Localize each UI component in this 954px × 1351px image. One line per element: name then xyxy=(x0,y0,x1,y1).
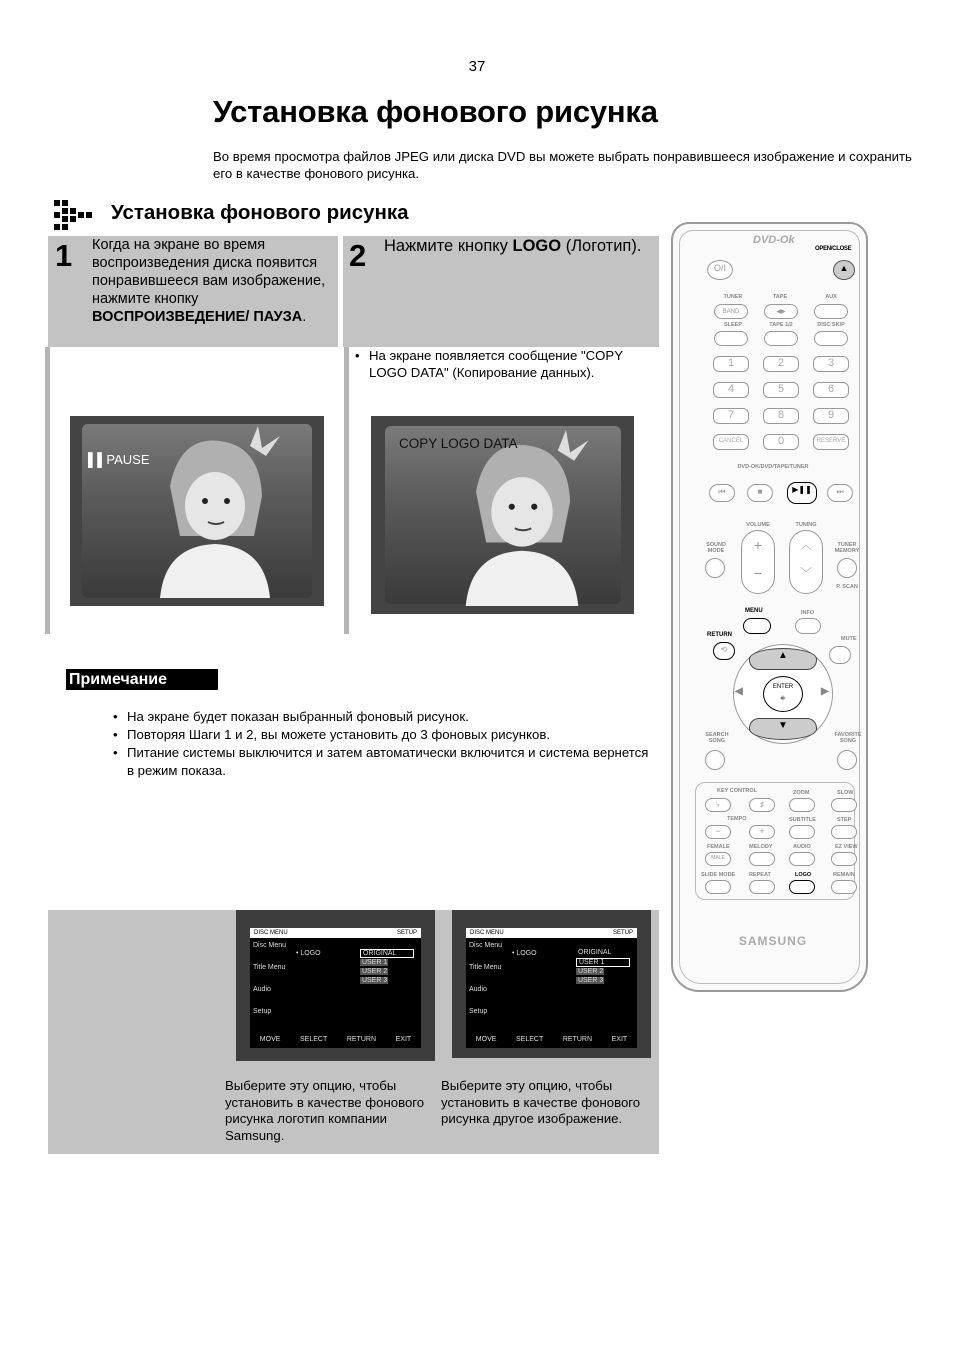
tuner-memory-label: TUNER MEMORY xyxy=(834,542,860,554)
favorite-song-label: FAVORITE SONG xyxy=(834,732,862,744)
stop-button[interactable]: ■ xyxy=(747,484,773,502)
num-3-button[interactable]: 3 xyxy=(813,356,849,372)
section-arrows-icon xyxy=(52,198,94,232)
mute-label: MUTE xyxy=(841,636,857,642)
tuner-memory-button[interactable] xyxy=(837,558,857,578)
step1-divider xyxy=(45,347,50,634)
step2-divider xyxy=(344,347,349,634)
remain-button[interactable] xyxy=(831,880,857,894)
num-9-button[interactable]: 9 xyxy=(813,408,849,424)
footer-move: MOVE xyxy=(259,1036,281,1043)
ez-view-label: EZ VIEW xyxy=(835,844,858,850)
menu-side-disc[interactable]: Disc Menu xyxy=(469,942,503,949)
enter-button[interactable]: ENTER ⎆ xyxy=(763,676,803,712)
setup-menu-original xyxy=(236,910,435,1061)
num-7-button[interactable]: 7 xyxy=(713,408,749,424)
search-song-label: SEARCH SONG xyxy=(705,732,729,744)
return-label: RETURN xyxy=(707,632,732,638)
tuning-rocker[interactable]: ︿ ﹀ xyxy=(789,530,823,594)
audio-label: AUDIO xyxy=(793,844,811,850)
tempo-minus-button[interactable]: − xyxy=(705,825,731,839)
audio-button[interactable] xyxy=(789,852,815,866)
note-item: • Повторяя Шаги 1 и 2, вы можете установить до 3 фоновых рисунков. xyxy=(110,726,650,744)
menu-option-user2[interactable]: USER 2 xyxy=(578,968,604,975)
play-pause-button[interactable]: ▶❚❚ xyxy=(787,482,817,504)
step2-bullet-text: На экране появляется сообщение "COPY LOGO DATA" (Копирование данных). xyxy=(369,348,623,380)
menu-header-right: SETUP xyxy=(396,930,417,936)
key-sharp-button[interactable]: ♯ xyxy=(749,798,775,812)
open-close-label: OPEN/CLOSE xyxy=(815,246,852,252)
setup-menu-user xyxy=(452,910,651,1058)
sound-mode-label: SOUND MODE xyxy=(706,542,726,554)
tuner-label: TUNER xyxy=(723,294,743,300)
step1-number: 1 xyxy=(55,238,73,273)
step2-text-plain: Нажмите кнопку xyxy=(384,237,513,255)
page-number: 37 xyxy=(468,58,486,75)
num-5-button[interactable]: 5 xyxy=(763,382,799,398)
cancel-button[interactable]: CANCEL xyxy=(713,434,749,450)
info-button[interactable] xyxy=(795,618,821,634)
pause-osd-text: PAUSE xyxy=(106,452,150,467)
prev-button[interactable]: ⏮ xyxy=(709,484,735,502)
sleep-label: SLEEP xyxy=(723,322,743,328)
pause-icon: ▌▌ xyxy=(88,452,107,467)
menu-side-disc[interactable]: Disc Menu xyxy=(253,942,287,949)
repeat-label: REPEAT xyxy=(749,872,771,878)
melody-label: MELODY xyxy=(749,844,773,850)
tape-button[interactable]: ◀▶ xyxy=(764,304,798,319)
band-button[interactable]: BAND xyxy=(714,304,748,319)
num-0-button[interactable]: 0 xyxy=(763,434,799,450)
step2-bullet xyxy=(355,348,625,381)
logo-label: LOGO xyxy=(795,872,812,878)
play-pause-button-label: ВОСПРОИЗВЕДЕНИЕ/ ПАУЗА xyxy=(92,309,303,325)
tape-label: TAPE xyxy=(772,294,788,300)
menu-option-user3[interactable]: USER 3 xyxy=(362,977,388,984)
menu-header-right: SETUP xyxy=(612,930,633,936)
step1-text xyxy=(92,236,337,326)
repeat-button[interactable] xyxy=(749,880,775,894)
menu-option-user1[interactable]: USER 1 xyxy=(576,958,630,967)
step-label: STEP xyxy=(837,817,852,823)
note-item: • На экране будет показан выбранный фоновый рисунок. xyxy=(110,708,650,726)
bullet-dot: • xyxy=(355,348,360,363)
caption-original: Выберите эту опцию, чтобы установить в качестве фонового рисунка логотип компании Samsung. xyxy=(225,1078,425,1143)
footer-select: SELECT xyxy=(516,1036,544,1043)
num-4-button[interactable]: 4 xyxy=(713,382,749,398)
aux-button[interactable] xyxy=(814,304,848,319)
power-button[interactable]: O/I xyxy=(707,260,733,280)
sound-mode-button[interactable] xyxy=(705,558,725,578)
menu-header-left: DISC MENU xyxy=(470,930,504,936)
slow-button[interactable] xyxy=(831,798,857,812)
logo-button-label: LOGO xyxy=(512,237,562,255)
footer-return: RETURN xyxy=(562,1036,593,1043)
nav-left-button[interactable]: ◀ xyxy=(735,686,743,697)
step1-screenshot xyxy=(70,416,324,606)
return-button[interactable]: ⟲ xyxy=(713,642,735,660)
step2-number: 2 xyxy=(349,238,367,273)
menu-option-user2[interactable]: USER 2 xyxy=(362,968,388,975)
num-2-button[interactable]: 2 xyxy=(763,356,799,372)
nav-up-button[interactable]: ▲ xyxy=(749,648,817,670)
tempo-label: TEMPO xyxy=(727,816,747,822)
child-photo-icon xyxy=(455,430,589,606)
menu-sidebar xyxy=(253,942,293,1030)
menu-option-original[interactable]: ORIGINAL xyxy=(578,949,612,956)
male-button[interactable]: MALE xyxy=(705,852,731,866)
num-8-button[interactable]: 8 xyxy=(763,408,799,424)
search-song-button[interactable] xyxy=(705,750,725,770)
logo-button[interactable] xyxy=(789,880,815,894)
samsung-logo: SAMSUNG xyxy=(738,934,808,948)
slide-mode-button[interactable] xyxy=(705,880,731,894)
footer-exit: EXIT xyxy=(395,1036,412,1043)
menu-option-user3[interactable]: USER 3 xyxy=(578,977,604,984)
nav-right-button[interactable]: ▶ xyxy=(821,686,829,697)
disc-skip-label: DISC SKIP xyxy=(817,322,845,328)
ez-view-button[interactable] xyxy=(831,852,857,866)
slow-label: SLOW xyxy=(837,790,854,796)
tape12-label: TAPE 1/2 xyxy=(769,322,793,328)
footer-move: MOVE xyxy=(475,1036,497,1043)
menu-sidebar xyxy=(469,942,509,1030)
zoom-label: ZOOM xyxy=(793,790,810,796)
menu-footer xyxy=(250,1036,421,1043)
footer-exit: EXIT xyxy=(611,1036,628,1043)
aux-label: AUX xyxy=(825,294,837,300)
note-list xyxy=(110,708,650,780)
menu-option-original[interactable]: ORIGINAL xyxy=(360,949,414,958)
step2-text-end: (Логотип). xyxy=(561,237,642,255)
favorite-song-button[interactable] xyxy=(837,750,857,770)
nav-down-button[interactable]: ▼ xyxy=(749,718,817,740)
menu-option-user1[interactable]: USER 1 xyxy=(362,959,388,966)
menu-side-title[interactable]: Title Menu xyxy=(253,964,286,971)
open-close-button[interactable]: ▲ xyxy=(833,260,855,280)
mute-button[interactable] xyxy=(829,646,851,664)
slide-mode-label: SLIDE MODE xyxy=(701,872,736,878)
child-photo-icon xyxy=(150,426,280,598)
menu-side-audio[interactable]: Audio xyxy=(253,986,271,993)
menu-header-left: DISC MENU xyxy=(254,930,288,936)
menu-side-setup[interactable]: Setup xyxy=(253,1008,272,1015)
num-6-button[interactable]: 6 xyxy=(813,382,849,398)
menu-button[interactable] xyxy=(743,618,771,634)
num-1-button[interactable]: 1 xyxy=(713,356,749,372)
subtitle-button[interactable] xyxy=(789,825,815,839)
menu-label: MENU xyxy=(745,608,763,614)
tempo-plus-button[interactable]: + xyxy=(749,825,775,839)
remote-control xyxy=(671,222,868,992)
key-control-label: KEY CONTROL xyxy=(717,788,757,794)
footer-return: RETURN xyxy=(346,1036,377,1043)
note-label: Примечание xyxy=(66,669,218,690)
step-button[interactable] xyxy=(831,825,857,839)
remote-logo: DVD-Ok xyxy=(753,234,795,246)
footer-select: SELECT xyxy=(300,1036,328,1043)
note-item: • Питание системы выключится и затем автоматически включится и система вернется в режим показа. xyxy=(110,744,650,780)
female-label: FEMALE xyxy=(707,844,730,850)
next-button[interactable]: ⏭ xyxy=(827,484,853,502)
zoom-button[interactable] xyxy=(789,798,815,812)
page-title: Установка фонового рисунка xyxy=(213,94,658,129)
enter-label: ENTER xyxy=(772,684,794,690)
volume-label: VOLUME xyxy=(746,522,770,528)
menu-side-audio[interactable]: Audio xyxy=(469,986,487,993)
step2-text xyxy=(384,236,644,257)
step1-text-end: . xyxy=(302,309,307,325)
disc-skip-button[interactable] xyxy=(814,331,848,346)
subtitle-label: SUBTITLE xyxy=(789,817,816,823)
remain-label: REMAIN xyxy=(833,872,855,878)
reserve-button[interactable]: RESERVE xyxy=(813,434,849,450)
intro-paragraph: Во время просмотра файлов JPEG или диска DVD вы можете выбрать понравившееся изображение и сохранить его в качестве фонового рисунка. xyxy=(213,149,912,181)
info-label: INFO xyxy=(801,610,815,616)
step2-screenshot xyxy=(371,416,634,614)
transport-label: DVD-OK/DVD/TAPE/TUNER xyxy=(737,464,809,470)
section-title: Установка фонового рисунка xyxy=(111,201,409,224)
melody-button[interactable] xyxy=(749,852,775,866)
step1-text-plain: Когда на экране во время воспроизведения диска появится понравившееся вам изображение, нажмите кнопку xyxy=(92,237,326,307)
tape12-button[interactable] xyxy=(764,331,798,346)
copy-logo-osd: COPY LOGO DATA xyxy=(399,436,518,451)
menu-logo-label: • LOGO xyxy=(512,950,537,957)
menu-footer xyxy=(466,1036,637,1043)
menu-side-title[interactable]: Title Menu xyxy=(469,964,502,971)
menu-logo-label: • LOGO xyxy=(296,950,321,957)
volume-rocker[interactable]: + − xyxy=(741,530,775,594)
menu-side-setup[interactable]: Setup xyxy=(469,1008,488,1015)
key-flat-button[interactable]: ♭ xyxy=(705,798,731,812)
caption-user: Выберите эту опцию, чтобы установить в качестве фонового рисунка другое изображение. xyxy=(441,1078,641,1126)
sleep-button[interactable] xyxy=(714,331,748,346)
tuning-label: TUNING xyxy=(795,522,817,528)
p-scan-label: P. SCAN xyxy=(836,584,858,590)
pause-osd xyxy=(88,452,150,467)
